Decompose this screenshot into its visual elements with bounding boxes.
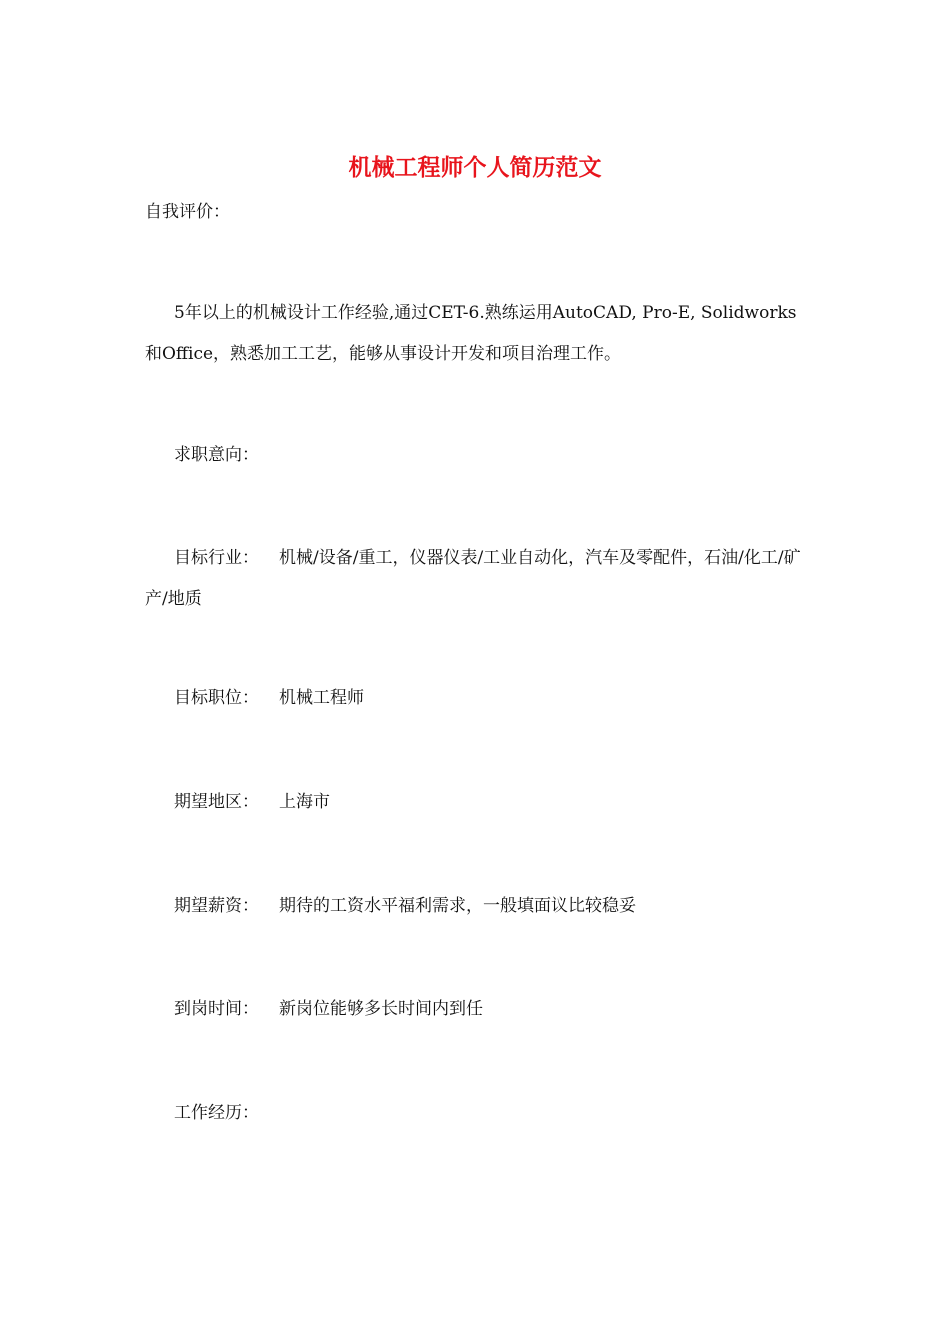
job-intention-heading: 求职意向： (174, 445, 259, 465)
start-time-row (174, 997, 483, 1021)
expected-salary-value: 期待的工资水平福利需求，一般填面议比较稳妥 (279, 896, 636, 916)
expected-salary-label: 期望薪资： (174, 896, 259, 916)
expected-location-label: 期望地区： (174, 792, 259, 812)
start-time-value: 新岗位能够多长时间内到任 (279, 999, 483, 1019)
target-position-row (174, 686, 364, 710)
target-industry-label: 目标行业： (174, 548, 259, 568)
expected-salary-row (174, 894, 636, 918)
target-industry-value: 机械/设备/重工，仪器仪表/工业自动化，汽车及零配件，石油/化工/矿产/地质 (145, 548, 801, 609)
document-title: 机械工程师个人简历范文 (348, 154, 602, 181)
self-eval-heading: 自我评价： (145, 202, 230, 222)
work-experience-heading: 工作经历： (174, 1103, 259, 1123)
target-position-value: 机械工程师 (279, 688, 364, 708)
start-time-label: 到岗时间： (174, 999, 259, 1019)
self-eval-text: 5年以上的机械设计工作经验,通过CET-6.熟练运用AutoCAD, Pro-E, Solidworks和Office，熟悉加工工艺，能够从事设计开发和项目治理工作。 (145, 303, 797, 364)
expected-location-row (174, 790, 330, 814)
expected-location-value: 上海市 (279, 792, 330, 812)
target-industry-row (145, 538, 810, 620)
target-position-label: 目标职位： (174, 688, 259, 708)
